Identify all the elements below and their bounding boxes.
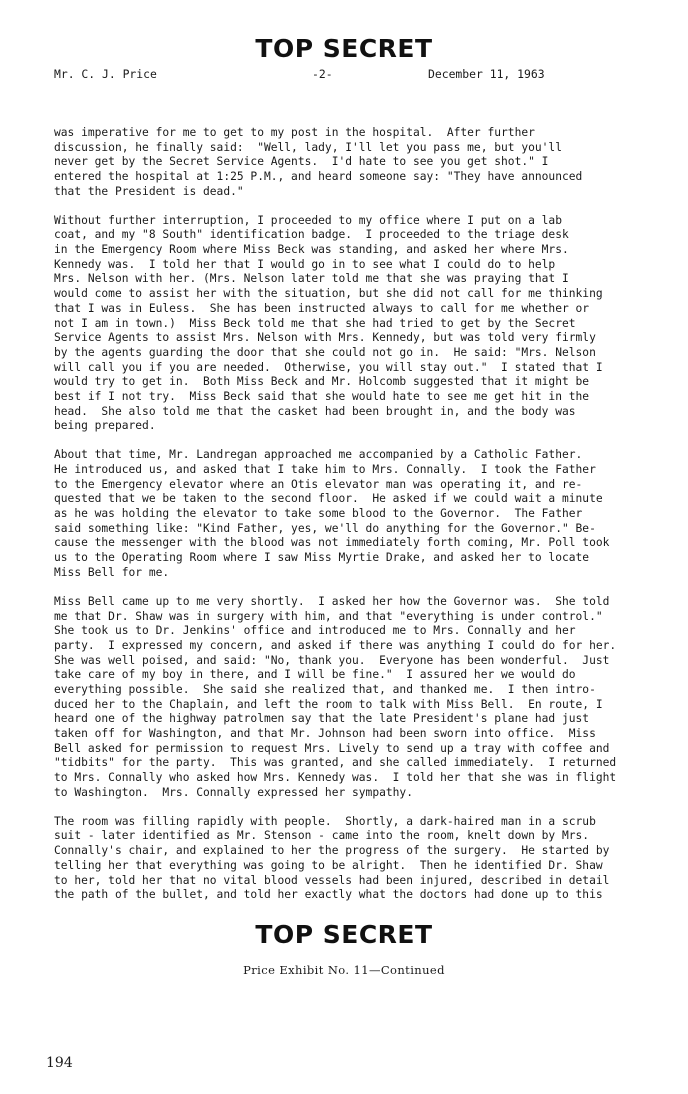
text-line: cause the messenger with the blood was not immediately forth coming, Mr. Poll took <box>54 536 610 550</box>
text-line: Service Agents to assist Mrs. Nelson with Mrs. Kennedy, but was told very firmly <box>54 331 596 345</box>
text-line: Mrs. Nelson with her. (Mrs. Nelson later told me that she was praying that I <box>54 272 569 286</box>
text-line: He introduced us, and asked that I take him to Mrs. Connally. I took the Father <box>54 463 596 477</box>
text-line: to Washington. Mrs. Connally expressed her sympathy. <box>54 785 413 799</box>
text-line: us to the Operating Room where I saw Miss Myrtie Drake, and asked her to locate <box>54 551 590 565</box>
paragraph <box>54 595 666 801</box>
paragraph <box>54 815 666 903</box>
text-line: entered the hospital at 1:25 P.M., and heard someone say: "They have announced <box>54 170 583 184</box>
text-line: will call you if you are needed. Otherwise, you will stay out." I stated that I <box>54 360 603 374</box>
text-line: me that Dr. Shaw was in surgery with him, and that "everything is under control." <box>54 609 603 623</box>
text-line: said something like: "Kind Father, yes, we'll do anything for the Governor." Be- <box>54 521 596 535</box>
top-secret-stamp-bottom: TOP SECRET <box>255 920 433 949</box>
paragraph <box>54 214 666 434</box>
text-line: to Mrs. Connally who asked how Mrs. Kennedy was. I told her that she was in flight <box>54 771 617 785</box>
paragraph <box>54 126 666 199</box>
text-line: as he was holding the elevator to take some blood to the Governor. The Father <box>54 507 583 521</box>
text-line: About that time, Mr. Landregan approached me accompanied by a Catholic Father. <box>54 448 583 462</box>
text-line: would try to get in. Both Miss Beck and Mr. Holcomb suggested that it might be <box>54 375 590 389</box>
text-line: Bell asked for permission to request Mrs. Lively to send up a tray with coffee and <box>54 741 610 755</box>
exhibit-caption: Price Exhibit No. 11—Continued <box>243 963 445 977</box>
text-line: not I am in town.) Miss Beck told me that she had tried to get by the Secret <box>54 316 576 330</box>
text-line: everything possible. She said she realized that, and thanked me. I then intro- <box>54 682 596 696</box>
text-line: was imperative for me to get to my post in the hospital. After further <box>54 126 535 139</box>
top-secret-stamp-top: TOP SECRET <box>255 34 433 63</box>
letter-header <box>54 67 634 83</box>
letter-page-number: -2- <box>312 67 333 81</box>
text-line: by the agents guarding the door that she could not go in. He said: "Mrs. Nelson <box>54 345 596 359</box>
text-line: take care of my boy in there, and I will be fine." I assured her we would do <box>54 668 576 682</box>
text-line: discussion, he finally said: "Well, lady, I'll let you pass me, but you'll <box>54 140 562 154</box>
letter-date: December 11, 1963 <box>428 67 545 81</box>
text-line: being prepared. <box>54 419 156 433</box>
text-line: suit - later identified as Mr. Stenson - came into the room, knelt down by Mrs. <box>54 829 590 843</box>
text-line: duced her to the Chaplain, and left the room to talk with Miss Bell. En route, I <box>54 697 603 711</box>
text-line: She took us to Dr. Jenkins' office and introduced me to Mrs. Connally and her <box>54 624 576 638</box>
text-line: the path of the bullet, and told her exactly what the doctors had done up to this <box>54 888 603 902</box>
text-line: party. I expressed my concern, and asked if there was anything I could do for her. <box>54 638 617 652</box>
text-line: She was well poised, and said: "No, thank you. Everyone has been wonderful. Just <box>54 653 610 667</box>
text-line: that I was in Euless. She has been instructed always to call for me whether or <box>54 301 590 315</box>
text-line: to her, told her that no vital blood vessels had been injured, described in detail <box>54 873 610 887</box>
recipient-name: Mr. C. J. Price <box>54 67 157 81</box>
text-line: Connally's chair, and explained to her the progress of the surgery. He started by <box>54 844 610 858</box>
text-line: in the Emergency Room where Miss Beck was standing, and asked her where Mrs. <box>54 243 569 257</box>
text-line: coat, and my "8 South" identification badge. I proceeded to the triage desk <box>54 228 569 242</box>
text-line: "tidbits" for the party. This was granted, and she called immediately. I returned <box>54 756 617 770</box>
paragraph <box>54 448 666 580</box>
text-line: would come to assist her with the situation, but she did not call for me thinking <box>54 287 603 301</box>
text-line: that the President is dead." <box>54 184 244 198</box>
text-line: quested that we be taken to the second floor. He asked if we could wait a minute <box>54 492 603 506</box>
text-line: telling her that everything was going to be alright. Then he identified Dr. Shaw <box>54 858 603 872</box>
text-line: Kennedy was. I told her that I would go in to see what I could do to help <box>54 257 556 271</box>
text-line: Without further interruption, I proceeded to my office where I put on a lab <box>54 213 562 227</box>
text-line: heard one of the highway patrolmen say that the late President's plane had just <box>54 712 590 726</box>
text-line: taken off for Washington, and that Mr. Johnson had been sworn into office. Miss <box>54 727 596 741</box>
text-line: The room was filling rapidly with people. Shortly, a dark-haired man in a scrub <box>54 814 596 828</box>
text-line: head. She also told me that the casket had been brought in, and the body was <box>54 404 576 418</box>
text-line: never get by the Secret Service Agents. I'd hate to see you get shot." I <box>54 155 549 169</box>
text-line: best if I not try. Miss Beck said that she would hate to see me get hit in the <box>54 389 590 403</box>
text-line: Miss Bell came up to me very shortly. I asked her how the Governor was. She told <box>54 594 610 608</box>
text-line: Miss Bell for me. <box>54 565 170 579</box>
letter-body <box>54 126 666 917</box>
text-line: to the Emergency elevator where an Otis elevator man was operating it, and re- <box>54 477 583 491</box>
page-number: 194 <box>46 1055 73 1071</box>
